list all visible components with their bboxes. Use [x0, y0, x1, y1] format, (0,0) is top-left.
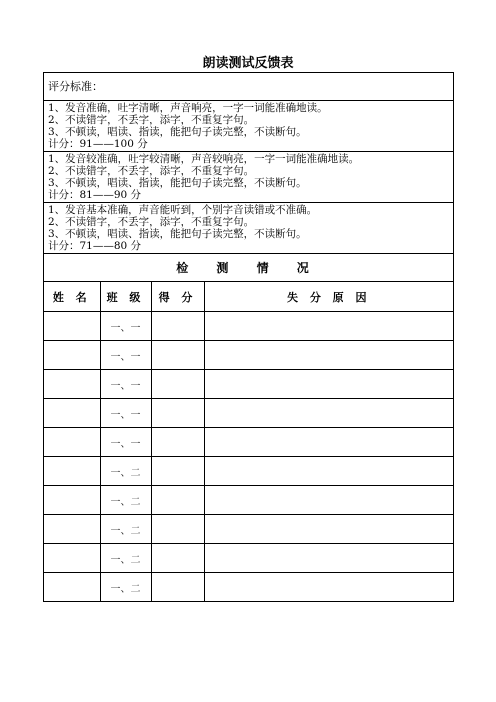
- table-row: [44, 341, 453, 370]
- reason-cell[interactable]: [204, 428, 453, 457]
- table-row: [44, 544, 453, 573]
- form-title: 朗读测试反馈表: [202, 56, 294, 71]
- class-cell: 一、一: [100, 312, 151, 341]
- table-row: [44, 399, 453, 428]
- score-cell[interactable]: [151, 573, 204, 602]
- table-row: [44, 370, 453, 399]
- criteria-line: 3、不顿读，唱读、指读，能把句子读完整，不读断句。: [48, 228, 307, 240]
- table-row: [44, 573, 453, 602]
- criteria-line: 2、不读错字，不丢字，添字，不重复字句。: [48, 216, 255, 228]
- results-table: [44, 282, 453, 601]
- name-cell[interactable]: [44, 544, 100, 573]
- table-row: [44, 457, 453, 486]
- score-cell[interactable]: [151, 312, 204, 341]
- reason-cell[interactable]: [204, 399, 453, 428]
- name-cell[interactable]: [44, 428, 100, 457]
- reason-cell[interactable]: [204, 370, 453, 399]
- criteria-band-2: [44, 152, 453, 203]
- name-cell[interactable]: [44, 457, 100, 486]
- reason-cell[interactable]: [204, 341, 453, 370]
- class-cell: 一、一: [100, 341, 151, 370]
- score-cell[interactable]: [151, 515, 204, 544]
- column-header-class: 班 级: [100, 282, 151, 312]
- criteria-line: 3、不顿读，唱读、指读，能把句子读完整，不读断句。: [48, 126, 307, 138]
- name-cell[interactable]: [44, 486, 100, 515]
- feedback-form: [43, 72, 454, 602]
- criteria-line: 3、不顿读，唱读、指读，能把句子读完整，不读断句。: [48, 177, 307, 189]
- table-row: [44, 428, 453, 457]
- criteria-band-3: [44, 203, 453, 254]
- score-cell[interactable]: [151, 341, 204, 370]
- reason-cell[interactable]: [204, 544, 453, 573]
- check-section-title: 检 测 情 况: [44, 254, 453, 282]
- score-cell[interactable]: [151, 428, 204, 457]
- class-cell: 一、二: [100, 486, 151, 515]
- criteria-label: 评分标准：: [44, 73, 453, 101]
- name-cell[interactable]: [44, 312, 100, 341]
- score-cell[interactable]: [151, 544, 204, 573]
- name-cell[interactable]: [44, 573, 100, 602]
- score-cell[interactable]: [151, 399, 204, 428]
- reason-cell[interactable]: [204, 486, 453, 515]
- table-row: [44, 515, 453, 544]
- score-cell[interactable]: [151, 370, 204, 399]
- score-range: 计分：71——80 分: [48, 240, 142, 252]
- class-cell: 一、一: [100, 370, 151, 399]
- name-cell[interactable]: [44, 399, 100, 428]
- reason-cell[interactable]: [204, 312, 453, 341]
- criteria-line: 2、不读错字，不丢字，添字，不重复字句。: [48, 114, 255, 126]
- criteria-line: 1、发音基本准确，声音能听到，个别字音读错或不准确。: [48, 204, 318, 216]
- score-range: 计分：91——100 分: [48, 138, 148, 150]
- class-cell: 一、一: [100, 399, 151, 428]
- reason-cell[interactable]: [204, 515, 453, 544]
- table-row: [44, 312, 453, 341]
- class-cell: 一、二: [100, 457, 151, 486]
- score-cell[interactable]: [151, 486, 204, 515]
- column-header-score: 得 分: [151, 282, 204, 312]
- class-cell: 一、二: [100, 573, 151, 602]
- table-header-row: [44, 282, 453, 312]
- criteria-line: 1、发音较准确，吐字较清晰，声音较响亮，一字一词能准确地读。: [48, 153, 360, 165]
- reason-cell[interactable]: [204, 457, 453, 486]
- score-cell[interactable]: [151, 457, 204, 486]
- criteria-line: 2、不读错字，不丢字，添字，不重复字句。: [48, 165, 255, 177]
- class-cell: 一、二: [100, 515, 151, 544]
- class-cell: 一、一: [100, 428, 151, 457]
- column-header-name: 姓 名: [44, 282, 100, 312]
- class-cell: 一、二: [100, 544, 151, 573]
- criteria-line: 1、发音准确，吐字清晰，声音响亮，一字一词能准确地读。: [48, 102, 328, 114]
- score-range: 计分：81——90 分: [48, 189, 142, 201]
- name-cell[interactable]: [44, 370, 100, 399]
- name-cell[interactable]: [44, 515, 100, 544]
- column-header-reason: 失 分 原 因: [204, 282, 453, 312]
- reason-cell[interactable]: [204, 573, 453, 602]
- criteria-band-1: [44, 101, 453, 152]
- name-cell[interactable]: [44, 341, 100, 370]
- table-row: [44, 486, 453, 515]
